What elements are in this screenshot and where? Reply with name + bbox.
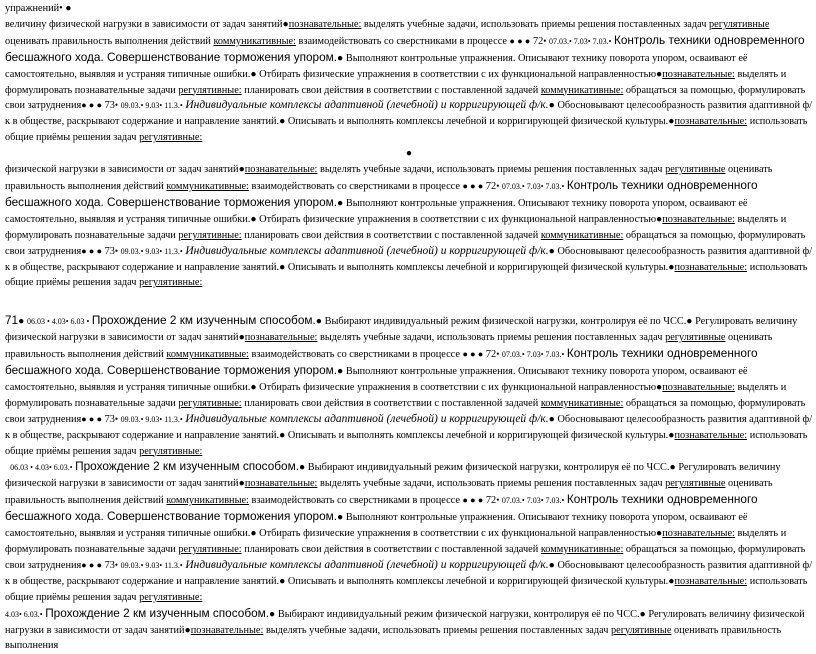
text-block-e: 4.03• 6.03.• Прохождение 2 км изученным способом.● Выбирают индивидуальный режим физической нагрузки, контролируя её по ЧСС.● Регулировать величину физической нагрузки в зависимости от задач занятий●познавательные: выделять учебные задачи, использовать приемы решения поставленных задач регулятивные оценивать правильность выполнения [5,605,805,652]
header-line: упражнений• ● [5,3,72,14]
text-block-d: 06.03 • 4.03• 6.03.• Прохождение 2 км изученным способом.● Выбирают индивидуальный режим физической нагрузки, контролируя её по ЧСС.● Регулировать величину физической нагрузки в зависимости от задач занятий●познавательные: выделять учебные задачи, использовать приемы решения поставленных задач регулятивные оценивать правильность выполнения действий коммуникативные: взаимодействовать со сверстниками в процессе ● ● ● 72• 07.03.• 7.03• 7.03.• Контроль техники одновременного бесшажного хода. Совершенствование торможения упором.● Выполняют контрольные упражнения. Описывают технику поворота упором, осваивают её самостоятельно, выявляя и устраняя типичные ошибки.● Отбирать физические упражнения в соответствии с их функциональной направленностью●познавательные: выделять и формулировать познавательные задачи регулятивные: планировать свои действия в соответствии с поставленной задачей коммуникативные: обращаться за помощью, формулировать свои затруднения● ● ● 73• 09.03.• 9.03• 11.3.• Индивидуальные комплексы адаптивной (лечебной) и корригирующей ф/к.● Обосновывают целесообразность развития адаптивной ф/к в обществе, раскрывают содержание и направление занятий.● Описывать и выполнять комплексы лечебной и корригирующей физической культуры.●познавательные: использовать общие приёмы решения задач регулятивные: [5,459,813,603]
text-block-a: величину физической нагрузки в зависимости от задач занятий●познавательные: выделять учебные задачи, использовать приемы решения поставленных задач регулятивные оценивать правильность выполнения действий коммуникативные: взаимодействовать со сверстниками в процессе ● ● ● 72• 07.03.• 7.03• 7.03.• Контроль техники одновременного бесшажного хода. Совершенствование торможения упором.● Выполняют контрольные упражнения. Описывают технику поворота упором, осваивают её самостоятельно, выявляя и устраняя типичные ошибки.● Отбирать физические упражнения в соответствии с их функциональной направленностью●познавательные: выделять и формулировать познавательные задачи регулятивные: планировать свои действия в соответствии с поставленной задачей коммуникативные: обращаться за помощью, формулировать свои затруднения● ● ● 73• 09.03.• 9.03• 11.3.• Индивидуальные комплексы адаптивной (лечебной) и корригирующей ф/к.● Обосновывают целесообразность развития адаптивной ф/к в обществе, раскрывают содержание и направление занятий.● Описывать и выполнять комплексы лечебной и корригирующей физической культуры.●познавательные: использовать общие приёмы решения задач регулятивные: [5,18,813,144]
text-block-c: 71● 06.03 • 4.03• 6.03 • Прохождение 2 км изученным способом.● Выбирают индивидуальный режим физической нагрузки, контролируя её по ЧСС.● Регулировать величину физической нагрузки в зависимости от задач занятий●познавательные: выделять учебные задачи, использовать приемы решения поставленных задач регулятивные оценивать правильность выполнения действий коммуникативные: взаимодействовать со сверстниками в процессе ● ● ● 72• 07.03.• 7.03• 7.03.• Контроль техники одновременного бесшажного хода. Совершенствование торможения упором.● Выполняют контрольные упражнения. Описывают технику поворота упором, осваивают её самостоятельно, выявляя и устраняя типичные ошибки.● Отбирать физические упражнения в соответствии с их функциональной направленностью●познавательные: выделять и формулировать познавательные задачи регулятивные: планировать свои действия в соответствии с поставленной задачей коммуникативные: обращаться за помощью, формулировать свои затруднения● ● ● 73• 09.03.• 9.03• 11.3.• Индивидуальные комплексы адаптивной (лечебной) и корригирующей ф/к.● Обосновывают целесообразность развития адаптивной ф/к в обществе, раскрывают содержание и направление занятий.● Описывать и выполнять комплексы лечебной и корригирующей физической культуры.●познавательные: использовать общие приёмы решения задач регулятивные: [5,313,813,457]
text-block-b: физической нагрузки в зависимости от задач занятий●познавательные: выделять учебные задачи, использовать приемы решения поставленных задач регулятивные оценивать правильность выполнения действий коммуникативные: взаимодействовать со сверстниками в процессе ● ● ● 72• 07.03.• 7.03• 7.03.• Контроль техники одновременного бесшажного хода. Совершенствование торможения упором.● Выполняют контрольные упражнения. Описывают технику поворота упором, осваивают её самостоятельно, выявляя и устраняя типичные ошибки.● Отбирать физические упражнения в соответствии с их функциональной направленностью●познавательные: выделять и формулировать познавательные задачи регулятивные: планировать свои действия в соответствии с поставленной задачей коммуникативные: обращаться за помощью, формулировать свои затруднения● ● ● 73• 09.03.• 9.03• 11.3.• Индивидуальные комплексы адаптивной (лечебной) и корригирующей ф/к.● Обосновывают целесообразность развития адаптивной ф/к в обществе, раскрывают содержание и направление занятий.● Описывать и выполнять комплексы лечебной и корригирующей физической культуры.●познавательные: использовать общие приёмы решения задач регулятивные: [5,164,813,289]
separator-bullet: ● [405,148,413,160]
spacer [5,291,813,313]
